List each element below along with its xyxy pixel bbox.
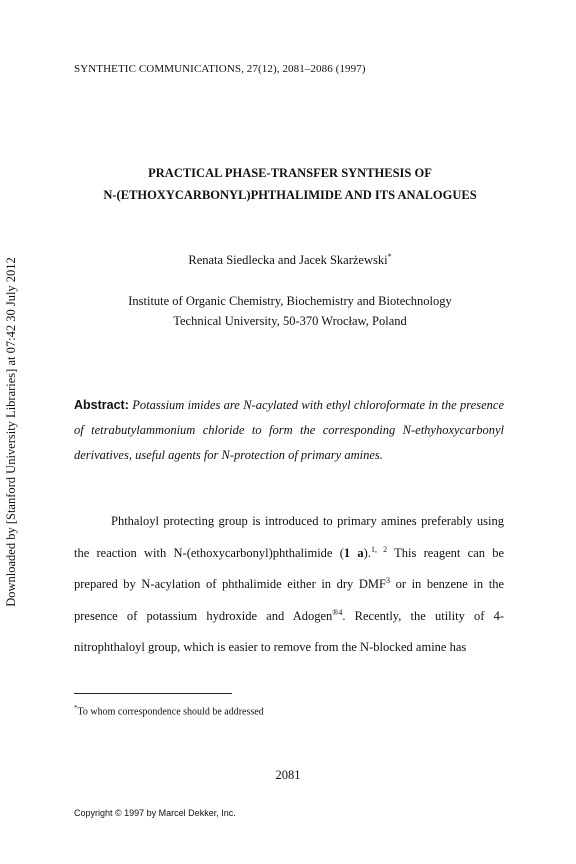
paragraph-text-3: This reagent can be prepared by N-acylation of phthalimide either in dry DMF (74, 545, 505, 591)
page-number: 2081 (275, 768, 301, 782)
affiliation-line-2: Technical University, 50-370 Wrocław, Poland (173, 314, 407, 328)
abstract (74, 393, 504, 468)
reference-mark: 1, 2 (370, 544, 388, 554)
journal-citation: SYNTHETIC COMMUNICATIONS, 27(12), 2081–2086 (1997) (74, 63, 366, 75)
compound-label: 1 a (343, 545, 364, 560)
footnote-mark: * (74, 704, 78, 712)
paper-title-line-2: N-(ETHOXYCARBONYL)PHTHALIMIDE AND ITS ANALOGUES (103, 188, 477, 202)
paragraph-text-4: or in benzene in the presence of potassium hydroxide and Adogen (74, 577, 504, 623)
reference-mark: 3 (385, 575, 390, 585)
paragraph-text-1: Phthaloyl protecting group is introduced to primary amines preferably using the reaction with N-(ethoxycarbonyl)phthalimide ( (74, 514, 504, 560)
affiliation-line-1: Institute of Organic Chemistry, Biochemistry and Biotechnology (128, 294, 452, 308)
author-names: Renata Siedlecka and Jacek Skarżewski (188, 253, 388, 268)
paper-title-line-1: PRACTICAL PHASE-TRANSFER SYNTHESIS OF (148, 166, 432, 180)
copyright-notice: Copyright © 1997 by Marcel Dekker, Inc. (74, 808, 236, 818)
paragraph-text-2: ). (363, 545, 371, 560)
footnote-text: To whom correspondence should be addressed (77, 706, 264, 718)
abstract-text: Potassium imides are N-acylated with ethyl chloroformate in the presence of tetrabutylammonium chloride to form the corresponding N-ethyhoxycarbonyl derivatives, useful agents for N-protection of primary amines. (74, 398, 504, 462)
body-paragraph (74, 506, 504, 664)
footnote (74, 704, 264, 717)
footnote-divider (74, 693, 232, 694)
abstract-label: Abstract: (74, 398, 129, 412)
corresponding-author-mark: * (387, 252, 392, 261)
paragraph-text-5: . Recently, the utility of 4-nitrophthaloyl group, which is easier to remove from the N-blocked amine has (74, 608, 504, 654)
download-watermark: Downloaded by [Stanford University Libraries] at 07:42 30 July 2012 (4, 257, 18, 607)
author-list (60, 252, 520, 268)
reference-mark: ®4 (332, 607, 343, 617)
